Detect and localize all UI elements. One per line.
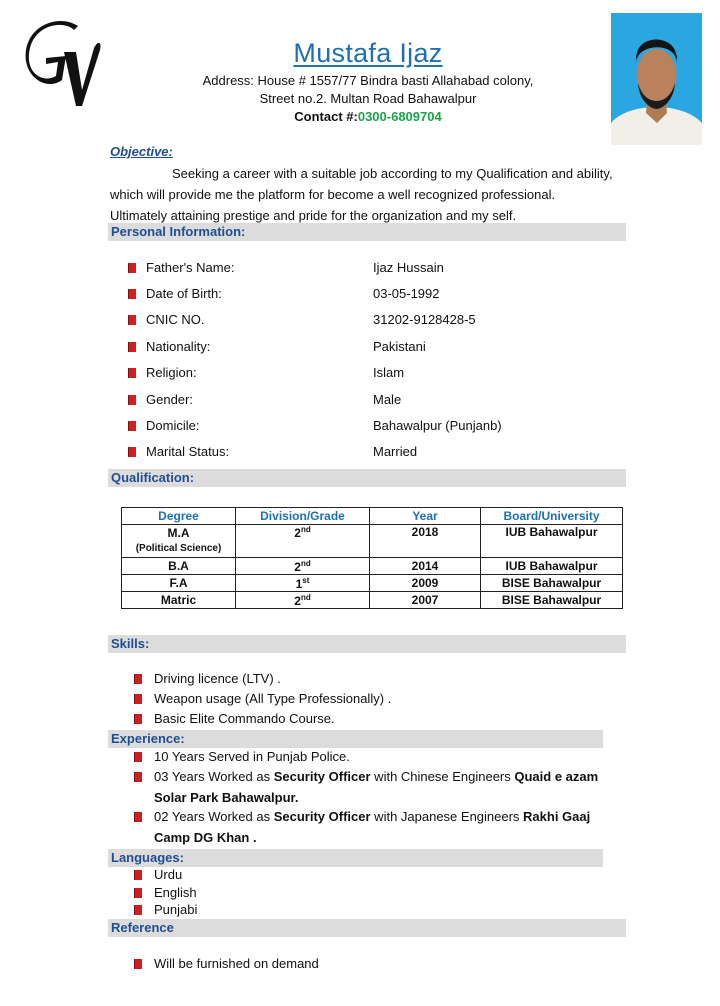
experience-continuation: [154, 830, 257, 845]
grade-suffix: nd: [300, 558, 311, 568]
personal-label: Nationality:: [146, 339, 211, 354]
list-item: [134, 902, 197, 917]
personal-value: Male: [373, 392, 402, 407]
bullet-icon: [128, 315, 136, 325]
bullet-icon: [134, 714, 142, 724]
table-row: [122, 558, 623, 575]
grade-text: 2: [294, 559, 301, 574]
bullet-icon: [134, 694, 142, 704]
personal-value: Pakistani: [373, 339, 426, 354]
person-avatar-icon: [611, 13, 702, 145]
board-cell: BISE Bahawalpur: [481, 592, 623, 609]
bullet-icon: [134, 812, 142, 822]
experience-place: Camp DG Khan .: [154, 830, 257, 845]
personal-value: 31202-9128428-5: [373, 312, 476, 327]
contact-number: 0300-6809704: [357, 109, 442, 124]
experience-text: with Japanese Engineers: [370, 809, 524, 824]
grade-suffix: st: [302, 575, 310, 585]
personal-row: [128, 339, 210, 359]
personal-label: Marital Status:: [146, 444, 230, 459]
contact-label: Contact #:: [294, 109, 358, 124]
bullet-icon: [134, 870, 142, 880]
experience-heading: Experience:: [108, 730, 603, 748]
personal-value: Bahawalpur (Punjanb): [373, 418, 502, 433]
bullet-icon: [128, 421, 136, 431]
personal-row: [128, 444, 229, 464]
skills-heading: Skills:: [108, 635, 626, 653]
qualification-heading: Qualification:: [108, 469, 626, 487]
header-grade: Division/Grade: [236, 508, 370, 525]
bullet-icon: [128, 395, 136, 405]
bullet-icon: [134, 772, 142, 782]
header-year: Year: [370, 508, 481, 525]
personal-row: [128, 312, 205, 332]
list-item: [134, 749, 350, 764]
year-cell: 2014: [370, 558, 481, 575]
degree-cell: [122, 525, 236, 558]
bullet-icon: [128, 447, 136, 457]
address-line-1: Address: House # 1557/77 Bindra basti Allahabad colony,: [202, 73, 534, 88]
degree-cell: B.A: [122, 558, 236, 575]
table-row: [122, 575, 623, 592]
degree-cell: Matric: [122, 592, 236, 609]
list-item: [134, 691, 391, 706]
table-row: [122, 592, 623, 609]
profile-photo: [611, 13, 702, 145]
personal-value: Ijaz Hussain: [373, 260, 444, 275]
header-degree: Degree: [122, 508, 236, 525]
list-item: [134, 809, 590, 824]
language-text: English: [154, 885, 197, 900]
list-item: [134, 956, 319, 971]
year-cell: 2007: [370, 592, 481, 609]
list-item: [134, 867, 182, 882]
grade-suffix: nd: [300, 525, 311, 534]
address-line-2: Street no.2. Multan Road Bahawalpur: [259, 91, 477, 106]
list-item: [134, 711, 335, 726]
experience-place: Solar Park Bahawalpur.: [154, 790, 299, 805]
objective-text: [110, 163, 626, 226]
personal-value: 03-05-1992: [373, 286, 440, 301]
grade-text: 2: [294, 526, 301, 540]
bullet-icon: [128, 342, 136, 352]
list-item: [134, 885, 197, 900]
degree-subtitle: (Political Science): [135, 543, 222, 554]
grade-cell: [236, 525, 370, 558]
personal-value: Islam: [373, 365, 405, 380]
experience-place: Quaid e azam: [514, 769, 599, 784]
objective-heading: Objective:: [110, 144, 173, 159]
skill-text: Weapon usage (All Type Professionally) .: [154, 691, 392, 706]
personal-label: Domicile:: [146, 418, 200, 433]
skill-text: Basic Elite Commando Course.: [154, 711, 335, 726]
candidate-name: Mustafa Ijaz: [293, 38, 443, 68]
personal-label: Gender:: [146, 392, 193, 407]
reference-text: Will be furnished on demand: [154, 956, 319, 971]
experience-text: 03 Years Worked as: [154, 769, 274, 784]
experience-role: Security Officer: [273, 769, 371, 784]
bullet-icon: [128, 263, 136, 273]
personal-row: [128, 418, 199, 438]
table-row: [122, 525, 623, 558]
objective-line-2: which will provide me the platform for become a well recognized professional.: [110, 187, 556, 202]
degree-text: M.A: [167, 526, 190, 540]
personal-row: [128, 260, 234, 280]
language-text: Punjabi: [154, 902, 198, 917]
personal-value: Married: [373, 444, 418, 459]
bullet-icon: [128, 368, 136, 378]
objective-line-3: Ultimately attaining prestige and pride for the organization and my self.: [110, 208, 517, 223]
languages-heading: Languages:: [108, 849, 603, 867]
personal-label: Religion:: [146, 365, 197, 380]
personal-label: Father's Name:: [146, 260, 235, 275]
bullet-icon: [134, 959, 142, 969]
board-cell: IUB Bahawalpur: [481, 525, 623, 558]
year-cell: 2018: [370, 525, 481, 558]
grade-text: 1: [295, 576, 303, 591]
bullet-icon: [134, 905, 142, 915]
skill-text: Driving licence (LTV) .: [154, 671, 281, 686]
board-cell: BISE Bahawalpur: [481, 575, 623, 592]
experience-text: 02 Years Worked as: [154, 809, 274, 824]
bullet-icon: [134, 674, 142, 684]
personal-label: CNIC NO.: [146, 312, 205, 327]
personal-row: [128, 365, 197, 385]
experience-role: Security Officer: [273, 809, 371, 824]
table-header-row: [122, 508, 623, 525]
bullet-icon: [128, 289, 136, 299]
experience-place: Rakhi Gaaj: [523, 809, 591, 824]
experience-text: 10 Years Served in Punjab Police.: [154, 749, 350, 764]
list-item: [134, 671, 281, 686]
header-board: Board/University: [481, 508, 623, 525]
bullet-icon: [134, 752, 142, 762]
list-item: [134, 769, 598, 784]
board-cell: IUB Bahawalpur: [481, 558, 623, 575]
objective-line-1: Seeking a career with a suitable job according to my Qualification and ability,: [172, 166, 613, 181]
grade-text: 2: [294, 593, 301, 608]
language-text: Urdu: [154, 867, 183, 882]
personal-info-heading: Personal Information:: [108, 223, 626, 241]
grade-cell: [236, 575, 370, 592]
experience-text: with Chinese Engineers: [370, 769, 515, 784]
grade-cell: [236, 592, 370, 609]
personal-label: Date of Birth:: [146, 286, 222, 301]
experience-continuation: [154, 790, 299, 805]
bullet-icon: [134, 888, 142, 898]
reference-heading: Reference: [108, 919, 626, 937]
personal-row: [128, 286, 222, 306]
personal-row: [128, 392, 193, 412]
grade-cell: [236, 558, 370, 575]
year-cell: 2009: [370, 575, 481, 592]
qualification-table: [121, 507, 623, 609]
degree-cell: F.A: [122, 575, 236, 592]
grade-suffix: nd: [300, 592, 311, 602]
